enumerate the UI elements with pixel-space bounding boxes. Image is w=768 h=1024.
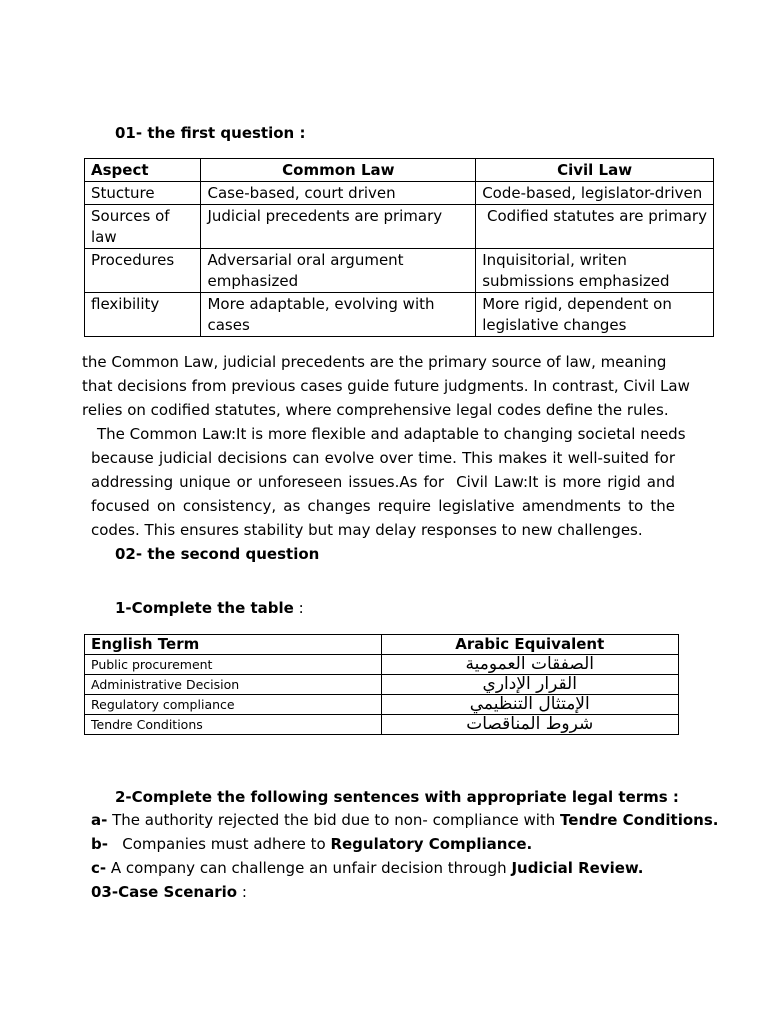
text-line: addressing unique or unforeseen issues.As for Civil Law:It is more rigid and <box>91 473 675 491</box>
table-row <box>85 249 714 293</box>
table-header-row <box>85 159 714 182</box>
paragraph-1 <box>82 350 690 422</box>
law-comparison-table <box>84 158 714 337</box>
header-cell: Aspect <box>85 159 201 182</box>
english-term-cell: Regulatory compliance <box>85 695 382 715</box>
header-cell: English Term <box>85 635 382 655</box>
sentence-label: a- <box>91 811 108 829</box>
paragraph-2 <box>91 422 686 542</box>
english-term-cell: Tendre Conditions <box>85 715 382 735</box>
arabic-term-cell: الإمتثال التنظيمي <box>381 695 679 715</box>
table-cell: flexibility <box>85 293 201 337</box>
text-line: The Common Law:It is more flexible and adaptable to changing societal needs <box>97 425 686 443</box>
table-cell: Judicial precedents are primary <box>201 205 476 249</box>
table-row <box>85 655 679 675</box>
header-cell: Civil Law <box>476 159 714 182</box>
arabic-term-cell: الصفقات العمومية <box>381 655 679 675</box>
sentence-c <box>91 856 644 880</box>
table-row <box>85 182 714 205</box>
table-cell: Code-based, legislator-driven <box>476 182 714 205</box>
arabic-term-cell: القرار الإداري <box>381 675 679 695</box>
header-cell: Common Law <box>201 159 476 182</box>
legal-term: Regulatory Compliance. <box>330 835 533 853</box>
table-cell: Adversarial oral argument emphasized <box>201 249 476 293</box>
english-term-cell: Public procurement <box>85 655 382 675</box>
table-cell: More adaptable, evolving with cases <box>201 293 476 337</box>
table-cell: Inquisitorial, writen submissions emphasized <box>476 249 714 293</box>
legal-term: Tendre Conditions. <box>560 811 719 829</box>
sentence-label: c- <box>91 859 107 877</box>
text-line: because judicial decisions can evolve over time. This makes it well-suited for <box>91 449 675 467</box>
table-cell: Stucture <box>85 182 201 205</box>
table-row <box>85 293 714 337</box>
sentence-text: The authority rejected the bid due to non- compliance with <box>107 811 561 829</box>
question-1-heading: 01- the first question : <box>115 124 306 142</box>
sub-question-1-title: 1-Complete the table <box>115 599 294 617</box>
question-3-suffix: : <box>237 883 247 901</box>
question-2-heading: 02- the second question <box>115 545 320 563</box>
table-row <box>85 675 679 695</box>
english-term-cell: Administrative Decision <box>85 675 382 695</box>
sub-question-1-suffix: : <box>293 599 304 617</box>
sub-question-1-heading <box>115 598 304 618</box>
sentence-text: Companies must adhere to <box>107 835 331 853</box>
legal-term: Judicial Review. <box>511 859 644 877</box>
sentence-text: A company can challenge an unfair decision through <box>106 859 512 877</box>
question-3-heading <box>91 880 247 904</box>
table-cell: Case-based, court driven <box>201 182 476 205</box>
table-cell: Sources of law <box>85 205 201 249</box>
text-line: relies on codified statutes, where comprehensive legal codes define the rules. <box>82 401 669 419</box>
terms-table <box>84 634 679 735</box>
sentence-b <box>91 832 532 856</box>
question-3-title: 03-Case Scenario <box>91 883 238 901</box>
text-line: focused on consistency, as changes require legislative amendments to the <box>91 497 675 515</box>
text-line: the Common Law, judicial precedents are the primary source of law, meaning <box>82 353 667 371</box>
table-cell: Codified statutes are primary <box>476 205 714 249</box>
table-cell: More rigid, dependent on legislative changes <box>476 293 714 337</box>
sentence-label: b- <box>91 835 108 853</box>
text-line: that decisions from previous cases guide future judgments. In contrast, Civil Law <box>82 377 690 395</box>
arabic-term-cell: شروط المناقصات <box>381 715 679 735</box>
sub-question-2-heading: 2-Complete the following sentences with appropriate legal terms : <box>115 788 679 806</box>
table-cell: Procedures <box>85 249 201 293</box>
table-row <box>85 205 714 249</box>
header-cell: Arabic Equivalent <box>381 635 679 655</box>
table-row <box>85 695 679 715</box>
text-line: codes. This ensures stability but may delay responses to new challenges. <box>91 521 643 539</box>
sentence-a <box>91 808 718 832</box>
table-header-row <box>85 635 679 655</box>
table-row <box>85 715 679 735</box>
